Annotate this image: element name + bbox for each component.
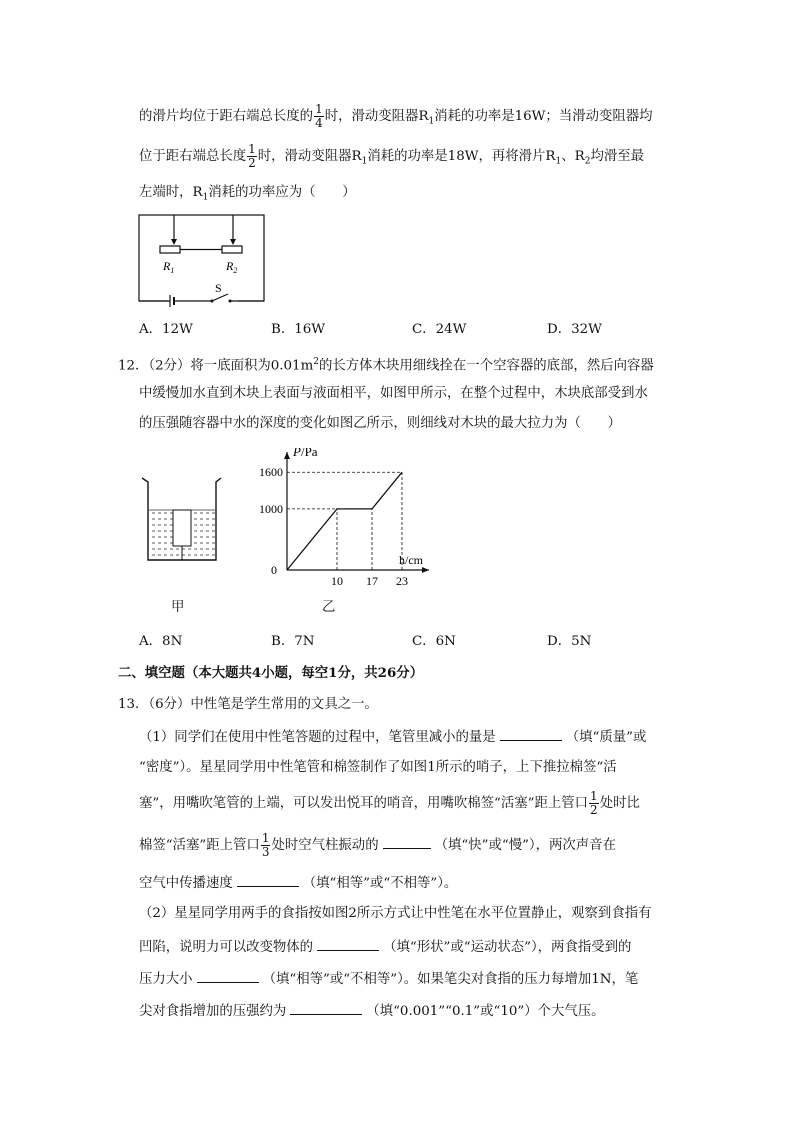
q13-p2-line-2: 凹陷，说明力可以改变物体的 （填“形状”或“运动状态”），两食指受到的 (139, 936, 631, 958)
origin-label: 0 (271, 563, 277, 577)
q13-p1-line-4: 棉签“活塞”距上管口 $\frac{1}{3}$ 处时空气柱振动的 （填“快”或“慢”），两次声音在 (139, 831, 616, 859)
q11-option-d[interactable]: D．32W (547, 322, 602, 337)
switch-label: S (215, 281, 222, 295)
blank-3[interactable] (237, 872, 299, 887)
q11-line-1: 的滑片均位于距右端总长度的 $\frac{1}{4}$ 时，滑动变阻器$R_1$消耗的功率是16W；当滑动变阻器均 (139, 102, 653, 130)
x-tick-label-17: 17 (366, 574, 378, 588)
r1-slider-arrow (171, 239, 177, 245)
q13-p1-line-5: 空气中传播速度 （填“相等”或“不相等”）。 (139, 872, 457, 894)
q12-line-1: 12．（2分）将一底面积为$0.01m^2$的长方体木块用细线拴在一个空容器的底部，然后向容器 (118, 357, 654, 374)
fig-jia-label: 甲 (171, 600, 185, 615)
q13-p1-line-1: （1）同学们在使用中性笔答题的过程中，笔管里减小的量是 （填“质量”或 (139, 726, 646, 748)
blank-6[interactable] (290, 1000, 362, 1015)
q12-option-b[interactable]: B．7N (271, 634, 315, 649)
pressure-series-line (287, 472, 402, 570)
blank-1[interactable] (500, 726, 562, 741)
q13-head: 13．（6分）中性笔是学生常用的文具之一。 (118, 697, 378, 712)
q13-p2-line-4: 尖对食指增加的压强约为 （填“0.001”“0.1”或“10”）个大气压。 (139, 1000, 605, 1022)
r1-resistor (160, 246, 180, 253)
q12-option-d[interactable]: D．5N (547, 634, 592, 649)
fraction-one-quarter: $\frac{1}{4}$ (315, 102, 323, 130)
r2-label: $R_2$ (226, 259, 238, 275)
q12-line-3: 的压强随容器中水的深度的变化如图乙所示，则细线对木块的最大拉力为（ ） (139, 416, 622, 431)
pressure-depth-chart (250, 448, 440, 598)
wood-block (173, 510, 191, 546)
fraction-one-half: $\frac{1}{2}$ (248, 142, 256, 170)
y-axis-arrow (284, 452, 290, 459)
y-tick-label-1600: 1600 (259, 465, 283, 480)
fraction-one-half-b: $\frac{1}{2}$ (590, 789, 598, 817)
r1-label: $R_1$ (163, 259, 175, 275)
y-axis-label: P/Pa (293, 448, 318, 459)
blank-2[interactable] (383, 834, 431, 849)
q13-p2-line-3: 压力大小 （填“相等”或“不相等”）。如果笔尖对食指的压力每增加1N，笔 (139, 968, 638, 990)
blank-5[interactable] (197, 968, 259, 983)
q12-option-a[interactable]: A．8N (139, 634, 183, 649)
q11-line-3: 左端时，$R_1$消耗的功率应为（ ） (139, 185, 356, 203)
q12-line-2: 中缓慢加水直到木块上表面与液面相平，如图甲所示，在整个过程中，木块底部受到水 (139, 386, 648, 401)
section-2-title: 二、填空题（本大题共4小题，每空1分，共26分） (118, 665, 424, 681)
q12-option-c[interactable]: C．6N (412, 634, 456, 649)
x-tick-label-10: 10 (331, 574, 343, 588)
r2-resistor (222, 246, 242, 253)
x-axis-label: h/cm (399, 553, 423, 567)
fraction-one-third: $\frac{1}{3}$ (261, 831, 270, 859)
q13-p2-line-1: （2）星星同学用两手的食指按如图2所示方式让中性笔在水平位置静止，观察到食指有 (139, 906, 652, 921)
y-tick-label-1000: 1000 (259, 501, 283, 516)
fig-yi-label: 乙 (322, 600, 336, 615)
q11-option-a[interactable]: A．12W (139, 322, 193, 337)
q11-option-b[interactable]: B．16W (271, 322, 326, 337)
q11-line-2: 位于距右端总长度 $\frac{1}{2}$ 时，滑动变阻器$R_1$消耗的功率是18W，再将滑片$R_1$、$R_2$均滑至最 (139, 142, 645, 170)
circuit-diagram (130, 208, 280, 308)
x-tick-label-23: 23 (396, 574, 408, 588)
q13-p1-line-2: “密度”）。星星同学用中性笔管和棉签制作了如图1所示的哨子，上下推拉棉签“活 (139, 760, 617, 775)
q11-option-c[interactable]: C．24W (412, 322, 467, 337)
blank-4[interactable] (317, 936, 379, 951)
r2-slider-arrow (230, 239, 236, 245)
beaker-figure (140, 474, 222, 566)
q13-p1-line-3: 塞”，用嘴吹笔管的上端，可以发出悦耳的哨音，用嘴吹棉签“活塞”距上管口 $\frac{1}{2}$ 处时比 (139, 789, 640, 817)
x-axis-arrow (422, 567, 429, 573)
